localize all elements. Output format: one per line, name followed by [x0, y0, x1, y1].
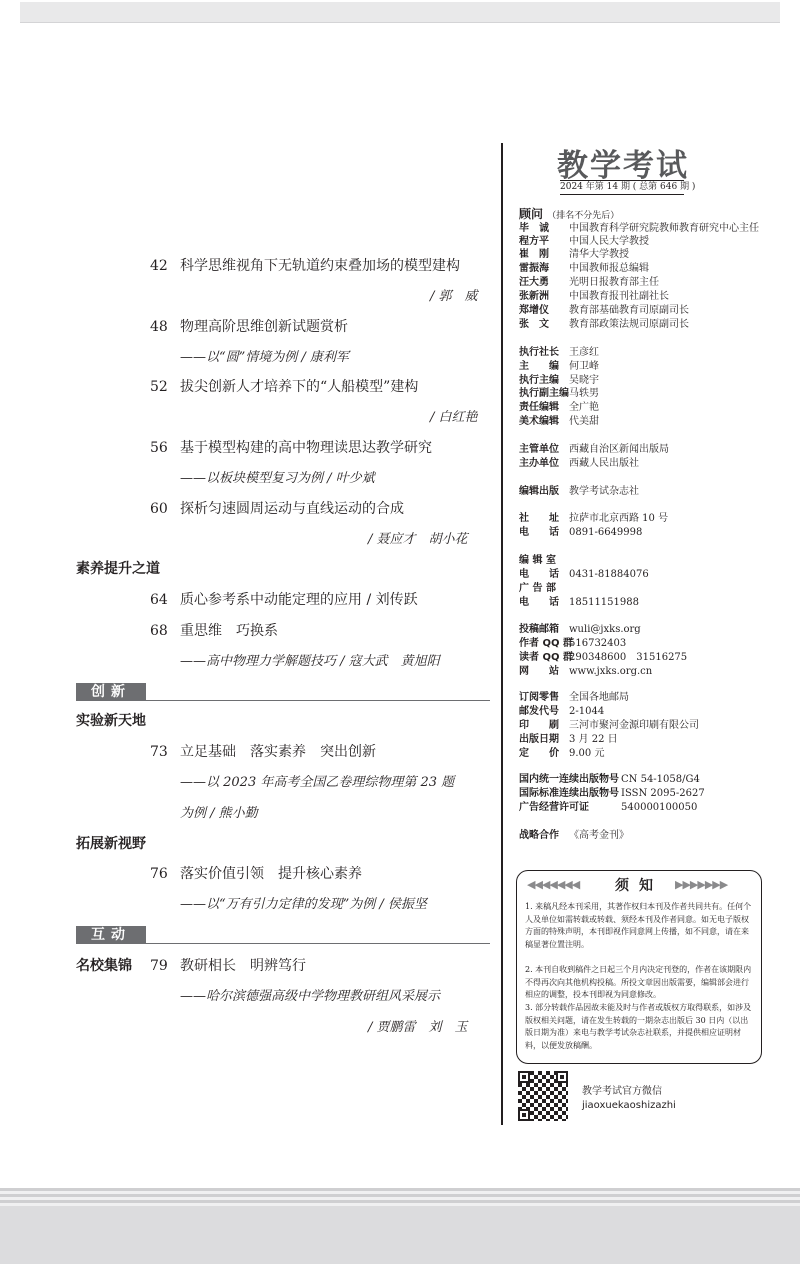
- advisors-heading: 顾问 （排名不分先后）: [519, 207, 620, 221]
- toc-author: / 聂应才 胡小花: [368, 532, 468, 547]
- contact-row: 作者 QQ 群516732403: [519, 638, 627, 649]
- toc-entry: 48 物理高阶思维创新试题赏析: [150, 319, 348, 335]
- wechat-title: 教学考试官方微信: [582, 1086, 662, 1097]
- office-row: 广 告 部: [519, 583, 556, 594]
- editor-row: 执行主编 吴晓宇: [519, 375, 599, 386]
- toc-subtitle: ——哈尔滨德强高级中学物理教研组风采展示: [180, 989, 441, 1004]
- section-title-mingxiao: 名校集锦: [76, 958, 132, 974]
- column-divider: [501, 143, 503, 1125]
- toc-author: / 郭 威: [430, 289, 478, 304]
- notice-title: 须知: [615, 878, 663, 894]
- toc-subtitle-cont: 为例 / 熊小勤: [180, 806, 258, 821]
- editor-row: 美术编辑 代美甜: [519, 416, 599, 427]
- advisor-row: 张新洲 中国教育报刊社副社长: [519, 291, 669, 302]
- office-row: 电 话 18511151988: [519, 597, 639, 608]
- band-hudong: 互动: [76, 926, 146, 944]
- edit-pub-row: 编辑出版 教学考试杂志社: [519, 486, 639, 497]
- toc-entry: 42 科学思维视角下无轨道约束叠加场的模型建构: [150, 258, 460, 274]
- editor-row: 责任编辑 全广艳: [519, 402, 599, 413]
- serial-number-row: 国内统一连续出版物号 CN 54-1058/G4: [519, 774, 700, 785]
- bottom-decorative-band: [0, 1188, 800, 1264]
- advisor-row: 郑增仪 教育部基础教育司原副司长: [519, 305, 689, 316]
- partner-row: 战略合作 《高考金刊》: [519, 830, 629, 841]
- advisor-row: 崔 刚 清华大学教授: [519, 249, 629, 260]
- address-row: 社 址 拉萨市北京西路 10 号: [519, 513, 669, 524]
- advisor-row: 雷振海 中国教师报总编辑: [519, 263, 649, 274]
- left-arrows-icon: ◀◀◀◀◀◀◀: [527, 878, 580, 891]
- serial-number-row: 国际标准连续出版物号 ISSN 2095-2627: [519, 788, 705, 799]
- notice-item: 3. 部分转载作品因故未能及时与作者或版权方取得联系，如涉及版权相关问题，请在发生转载的一期杂志出版后 30 日内（以出版日期为准）来电与教学考试杂志社联系，并提供相应证明材料，以便发放稿酬。: [525, 1003, 752, 1050]
- toc-entry: 73 立足基础 落实素养 突出创新: [150, 744, 376, 760]
- advisor-row: 程方平 中国人民大学教授: [519, 236, 649, 247]
- publisher-row: 主办单位 西藏人民出版社: [519, 458, 639, 469]
- toc-entry: 76 落实价值引领 提升核心素养: [150, 866, 362, 882]
- publisher-row: 主管单位 西藏自治区新闻出版局: [519, 444, 669, 455]
- toc-subtitle: ——以“万有引力定律的发现”为例 / 侯振坚: [180, 897, 427, 912]
- toc-entry: 68 重思维 巧换系: [150, 623, 278, 639]
- toc-entry: 60 探析匀速圆周运动与直线运动的合成: [150, 501, 404, 517]
- issue-number: 2024 年第 14 期 ( 总第 646 期 ): [560, 180, 684, 195]
- divider: [146, 700, 490, 701]
- distribution-row: 印 刷 三河市聚河金源印刷有限公司: [519, 720, 699, 731]
- distribution-row: 出版日期 3 月 22 日: [519, 734, 618, 745]
- toc-author: / 贾鹏雷 刘 玉: [368, 1020, 468, 1035]
- right-arrows-icon: ▶▶▶▶▶▶▶: [675, 878, 728, 891]
- toc-entry: 56 基于模型构建的高中物理读思达教学研究: [150, 440, 432, 456]
- wechat-id: jiaoxuekaoshizazhi: [582, 1100, 676, 1111]
- advisor-row: 毕 诚 中国教育科学研究院教师教育研究中心主任: [519, 223, 759, 234]
- journal-masthead: 教学考试: [557, 148, 689, 184]
- notice-box: [516, 870, 762, 1064]
- toc-subtitle: ——以 2023 年高考全国乙卷理综物理第 23 题: [180, 775, 455, 790]
- section-title-suyang: 素养提升之道: [76, 561, 160, 577]
- office-row: 编 辑 室: [519, 555, 556, 566]
- wechat-qr-icon: [518, 1071, 568, 1121]
- phone-row: 电 话 0891-6649998: [519, 527, 643, 538]
- section-title-tuozhan: 拓展新视野: [76, 836, 146, 852]
- top-header-bar: [20, 2, 780, 23]
- advisor-row: 张 文 教育部政策法规司原副司长: [519, 319, 689, 330]
- divider: [146, 943, 490, 944]
- distribution-row: 订阅零售 全国各地邮局: [519, 692, 629, 703]
- toc-subtitle: ——以“圆”情境为例 / 康利军: [180, 350, 349, 365]
- serial-number-row: 广告经营许可证 540000100050: [519, 802, 698, 813]
- toc-entry: 52 拔尖创新人才培养下的“人船模型”建构: [150, 379, 419, 395]
- editor-row: 执行社长 王彦红: [519, 347, 599, 358]
- toc-entry: 79 教研相长 明辨笃行: [150, 958, 306, 974]
- toc-subtitle: ——以板块模型复习为例 / 叶少斌: [180, 471, 375, 486]
- toc-entry: 64 质心参考系中动能定理的应用 / 刘传跃: [150, 592, 418, 608]
- toc-subtitle: ——高中物理力学解题技巧 / 寇大武 黄旭阳: [180, 654, 440, 669]
- distribution-row: 邮发代号 2-1044: [519, 706, 605, 717]
- editor-row: 主 编 何卫峰: [519, 361, 599, 372]
- editor-row: 执行副主编马轶男: [519, 388, 599, 399]
- contact-row: 读者 QQ 群290348600 31516275: [519, 652, 688, 663]
- contact-row: 投稿邮箱 wuli@jxks.org: [519, 624, 641, 635]
- toc-author: / 白红艳: [430, 410, 478, 425]
- advisor-row: 汪大勇 光明日报教育部主任: [519, 277, 659, 288]
- section-title-shiyan: 实验新天地: [76, 713, 146, 729]
- notice-item: 1. 来稿凡经本刊采用，其著作权归本刊及作者共同共有。任何个人及单位如需转载或转载、须经本刊及作者同意。如无电子版权方面的特殊声明，本刊即视作同意网上传播，如不同意，请在来稿显著位置注明。: [525, 902, 752, 949]
- notice-item: 2. 本刊自收到稿件之日起三个月内决定刊登的，作者在该期限内不得再次向其他机构投稿。所投文章因出版需要，编辑部会进行相应的调整，投本刊即视为同意修改。: [525, 965, 752, 999]
- office-row: 电 话 0431-81884076: [519, 569, 649, 580]
- distribution-row: 定 价 9.00 元: [519, 748, 605, 759]
- contact-row: 网 站 www.jxks.org.cn: [519, 666, 653, 677]
- band-chuangxin: 创新: [76, 683, 146, 701]
